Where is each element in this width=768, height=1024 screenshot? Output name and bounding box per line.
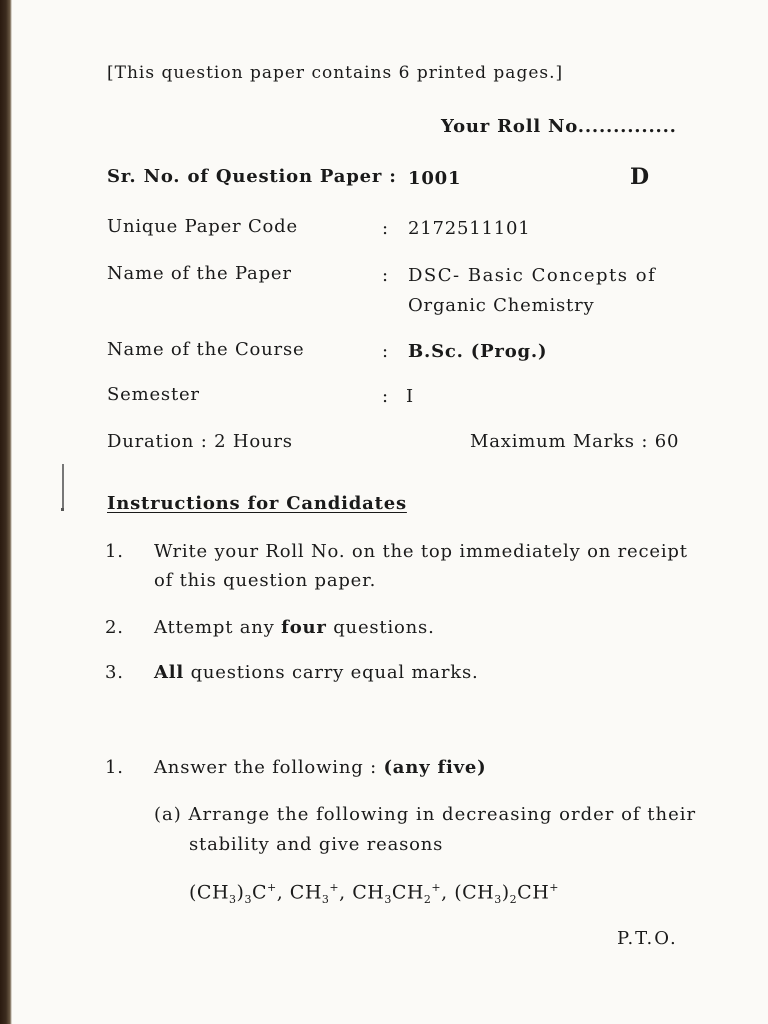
paper-name-value-2: Organic Chemistry bbox=[408, 295, 595, 316]
paper-name-value-1: DSC- Basic Concepts of bbox=[408, 265, 657, 286]
scan-dot bbox=[61, 508, 64, 511]
instructions-heading: Instructions for Candidates bbox=[107, 493, 407, 514]
unique-code-label: Unique Paper Code bbox=[107, 216, 298, 237]
part-a-line-1: (a) Arrange the following in decreasing order of their bbox=[154, 804, 697, 825]
instruction-3-post: questions carry equal marks. bbox=[184, 662, 479, 683]
carbocation-formula: $(CH_3)_3C^+$, $CH_3^+$, $CH_3CH_2^+$, $(CH_3)_2CH^+$ bbox=[189, 881, 559, 907]
unique-code-value: 2172511101 bbox=[408, 218, 531, 239]
instruction-number: 2. bbox=[105, 617, 124, 638]
scan-mark bbox=[62, 464, 64, 510]
instruction-number: 3. bbox=[105, 662, 124, 683]
instruction-number: 1. bbox=[105, 541, 124, 562]
colon: : bbox=[382, 341, 389, 362]
instruction-3-bold: All bbox=[154, 662, 185, 683]
header-note: [This question paper contains 6 printed pages.] bbox=[107, 63, 564, 83]
question-1-prompt: Answer the following : bbox=[154, 757, 384, 778]
pto-footer: P.T.O. bbox=[617, 928, 678, 949]
colon: : bbox=[382, 386, 389, 407]
instruction-3 bbox=[154, 662, 479, 683]
paper-name-label: Name of the Paper bbox=[107, 263, 292, 284]
instruction-2-post: questions. bbox=[326, 617, 435, 638]
part-a-line-2: stability and give reasons bbox=[189, 834, 444, 855]
course-label: Name of the Course bbox=[107, 339, 305, 360]
colon: : bbox=[382, 265, 389, 286]
instruction-1-line-1: Write your Roll No. on the top immediately on receipt bbox=[154, 541, 688, 562]
sr-no-label: Sr. No. of Question Paper : bbox=[107, 166, 397, 187]
page-binding-edge bbox=[0, 0, 12, 1024]
semester-value: I bbox=[406, 386, 414, 407]
roll-no: Your Roll No.............. bbox=[441, 116, 677, 137]
set-letter: D bbox=[630, 164, 650, 190]
instruction-2 bbox=[154, 617, 435, 638]
semester-label: Semester bbox=[107, 384, 200, 405]
sr-no-value: 1001 bbox=[408, 168, 462, 189]
instruction-2-bold: four bbox=[281, 617, 327, 638]
course-value: B.Sc. (Prog.) bbox=[408, 341, 548, 362]
question-1-bold: (any five) bbox=[383, 757, 487, 778]
instruction-2-pre: Attempt any bbox=[154, 617, 282, 638]
duration: Duration : 2 Hours bbox=[107, 431, 293, 452]
colon: : bbox=[382, 218, 389, 239]
question-number: 1. bbox=[105, 757, 124, 778]
question-1-text bbox=[154, 757, 486, 778]
max-marks: Maximum Marks : 60 bbox=[470, 431, 680, 452]
instruction-1-line-2: of this question paper. bbox=[154, 570, 377, 591]
